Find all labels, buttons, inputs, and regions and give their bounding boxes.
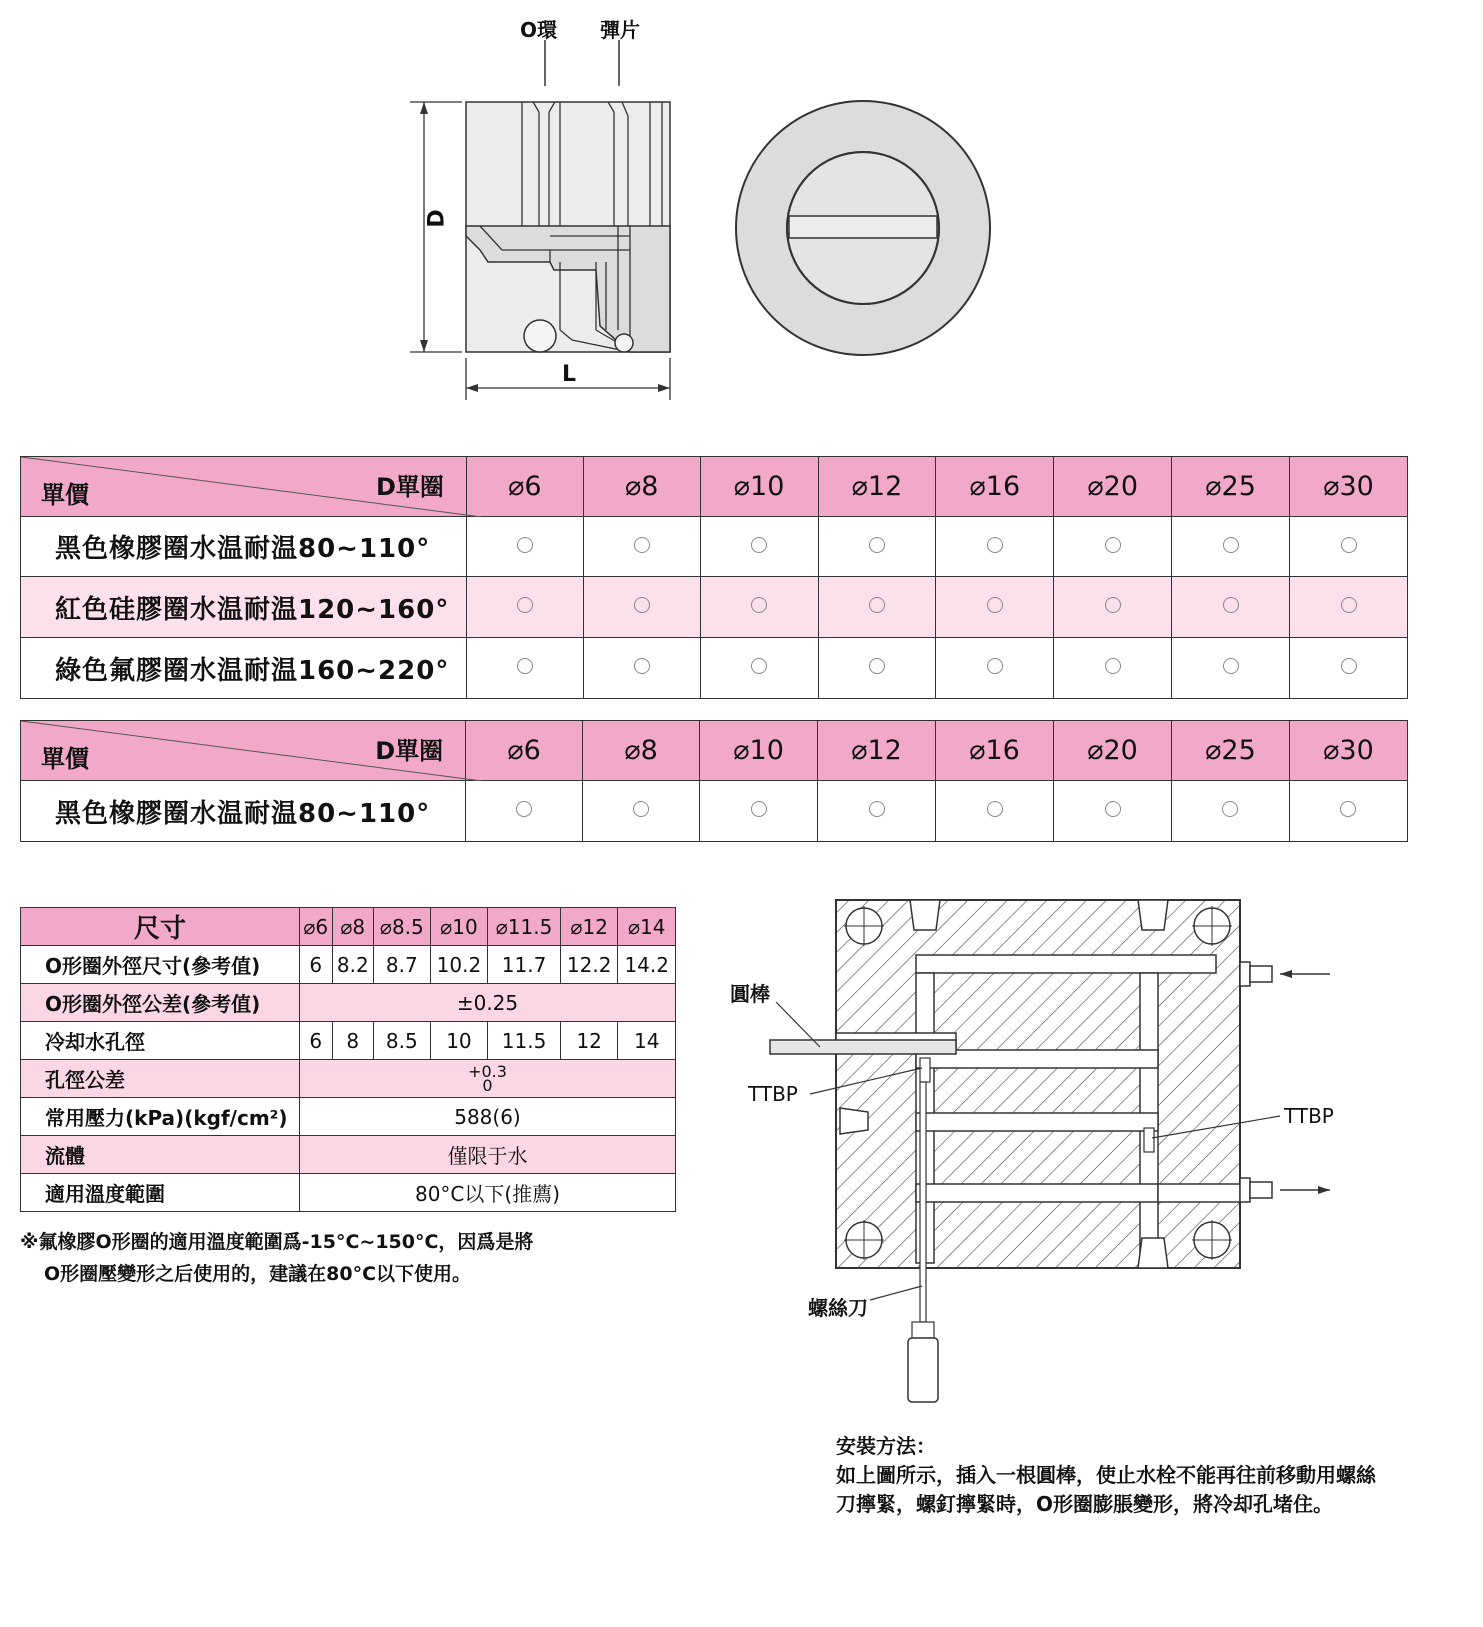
- option-circle: [869, 537, 885, 553]
- table1-row: [21, 638, 1408, 699]
- option-circle: [987, 658, 1003, 674]
- option-circle: [1341, 597, 1357, 613]
- table1-row: [21, 517, 1408, 577]
- spec-header-label: 尺寸: [21, 908, 300, 946]
- table1-size: ⌀12: [818, 457, 936, 517]
- table1-mark-cell[interactable]: [1172, 638, 1290, 699]
- label-oring: O環: [520, 18, 558, 42]
- spec-size: ⌀11.5: [488, 908, 561, 946]
- option-circle: [1341, 537, 1357, 553]
- table1-mark-cell[interactable]: [583, 517, 700, 577]
- table1-mark-cell[interactable]: [1054, 517, 1172, 577]
- table1-corner: [21, 457, 467, 517]
- option-circle: [1223, 537, 1239, 553]
- table2-size: ⌀8: [583, 721, 700, 781]
- option-circle: [869, 597, 885, 613]
- table2-mark-cell[interactable]: [818, 781, 936, 842]
- rod: [770, 1040, 956, 1054]
- table2-row: [21, 781, 1408, 842]
- table1-mark-cell[interactable]: [1290, 517, 1408, 577]
- spec-value: ±0.25: [300, 984, 676, 1022]
- oring-section-circle: [524, 320, 556, 352]
- option-circle: [1223, 597, 1239, 613]
- option-circle: [1105, 537, 1121, 553]
- table2-size: ⌀20: [1054, 721, 1172, 781]
- install-instructions: [836, 1432, 1376, 1519]
- spec-table: [20, 907, 676, 1212]
- note: [20, 1226, 533, 1290]
- spec-row-label: O形圈外徑尺寸(參考值): [21, 946, 300, 984]
- option-circle: [751, 537, 767, 553]
- note-line: O形圈壓變形之后使用的，建議在80°C以下使用。: [44, 1263, 472, 1285]
- table2-row-label: 黑色橡膠圈水温耐温80~110°: [21, 781, 466, 842]
- option-circle: [1105, 801, 1121, 817]
- spec-value: 12: [560, 1022, 618, 1060]
- spec-tolerance: [300, 1060, 676, 1098]
- table1-size: ⌀6: [466, 457, 583, 517]
- spec-size: ⌀6: [300, 908, 333, 946]
- spec-value: 80°C以下(推薦): [300, 1174, 676, 1212]
- label-screwdriver: 螺絲刀: [808, 1296, 868, 1320]
- spring-section-circle: [615, 334, 633, 352]
- table1-mark-cell[interactable]: [936, 577, 1054, 638]
- option-circle: [1105, 658, 1121, 674]
- spec-value: 14: [618, 1022, 676, 1060]
- tolerance-upper: +0.3: [468, 1061, 507, 1081]
- option-circle: [517, 537, 533, 553]
- table1-mark-cell[interactable]: [583, 638, 700, 699]
- table1-mark-cell[interactable]: [1054, 577, 1172, 638]
- table1-mark-cell[interactable]: [1172, 517, 1290, 577]
- dim-l-label: L: [562, 362, 577, 387]
- screw-slot: [789, 216, 937, 238]
- table1-mark-cell[interactable]: [1172, 577, 1290, 638]
- table1-mark-cell[interactable]: [818, 577, 936, 638]
- table2-corner: [21, 721, 466, 781]
- install-line: 如上圖所示，插入一根圓棒，使止水栓不能再往前移動用螺絲: [836, 1463, 1376, 1487]
- table2-corner-right: D單圈: [375, 737, 444, 765]
- table2-mark-cell[interactable]: [1289, 781, 1407, 842]
- price-table-2: [20, 720, 1408, 842]
- table1-size: ⌀8: [583, 457, 700, 517]
- spec-row-label: 適用溫度範圍: [21, 1174, 300, 1212]
- option-circle: [634, 658, 650, 674]
- option-circle: [751, 801, 767, 817]
- mold-diagram-svg: [740, 890, 1360, 1410]
- spec-row-label: O形圈外徑公差(參考值): [21, 984, 300, 1022]
- table1-size: ⌀30: [1290, 457, 1408, 517]
- label-spring: 彈片: [600, 18, 640, 42]
- install-line: 刀擰緊，螺釘擰緊時，O形圈膨脹變形，將冷却孔堵住。: [836, 1492, 1334, 1516]
- option-circle: [517, 597, 533, 613]
- table1-mark-cell[interactable]: [936, 638, 1054, 699]
- table1-size: ⌀25: [1172, 457, 1290, 517]
- spec-value: 10: [430, 1022, 488, 1060]
- option-circle: [869, 658, 885, 674]
- table2-mark-cell[interactable]: [936, 781, 1054, 842]
- option-circle: [869, 801, 885, 817]
- table1-mark-cell[interactable]: [818, 638, 936, 699]
- spec-size: ⌀8.5: [374, 908, 431, 946]
- spec-row-label: 流體: [21, 1136, 300, 1174]
- table1-size: ⌀20: [1054, 457, 1172, 517]
- spec-size: ⌀10: [430, 908, 488, 946]
- spec-value: 14.2: [618, 946, 676, 984]
- table1-row-label: 綠色氟膠圈水温耐温160~220°: [21, 638, 467, 699]
- label-rod: 圓棒: [730, 982, 770, 1006]
- spec-value: 8.2: [332, 946, 373, 984]
- option-circle: [634, 597, 650, 613]
- option-circle: [1222, 801, 1238, 817]
- table2-mark-cell[interactable]: [1171, 781, 1289, 842]
- table2-size: ⌀30: [1289, 721, 1407, 781]
- spec-row-label: 孔徑公差: [21, 1060, 300, 1098]
- label-ttbp-left: TTBP: [748, 1082, 798, 1106]
- option-circle: [1340, 801, 1356, 817]
- table2-corner-left: 單價: [41, 745, 89, 773]
- spec-value: 6: [300, 1022, 333, 1060]
- option-circle: [987, 801, 1003, 817]
- install-title: 安裝方法：: [836, 1434, 936, 1458]
- spec-value: 12.2: [560, 946, 618, 984]
- table1-size: ⌀10: [700, 457, 818, 517]
- mold-diagram: [730, 890, 1360, 1410]
- option-circle: [633, 801, 649, 817]
- option-circle: [1223, 658, 1239, 674]
- table2-size: ⌀10: [700, 721, 818, 781]
- table2-size: ⌀12: [818, 721, 936, 781]
- table1-mark-cell[interactable]: [700, 517, 818, 577]
- table2-mark-cell[interactable]: [1054, 781, 1172, 842]
- table1-mark-cell[interactable]: [700, 638, 818, 699]
- table1-row: [21, 577, 1408, 638]
- table1-mark-cell[interactable]: [700, 577, 818, 638]
- table2-size: ⌀6: [466, 721, 583, 781]
- table1-row-label: 紅色硅膠圈水温耐温120~160°: [21, 577, 467, 638]
- spec-row-label: 冷却水孔徑: [21, 1022, 300, 1060]
- table1-mark-cell[interactable]: [1290, 638, 1408, 699]
- table1-corner-right: D單圈: [375, 473, 444, 501]
- table2-size: ⌀25: [1171, 721, 1289, 781]
- option-circle: [987, 597, 1003, 613]
- table1-corner-left: 單價: [41, 481, 89, 509]
- label-ttbp-right: TTBP: [1284, 1104, 1334, 1128]
- spec-value: 11.5: [488, 1022, 561, 1060]
- table1-mark-cell[interactable]: [818, 517, 936, 577]
- table1-mark-cell[interactable]: [583, 577, 700, 638]
- table1-mark-cell[interactable]: [466, 517, 583, 577]
- spec-value: 11.7: [488, 946, 561, 984]
- table2-mark-cell[interactable]: [583, 781, 700, 842]
- table2-mark-cell[interactable]: [700, 781, 818, 842]
- plug-drawing: [400, 0, 1020, 420]
- note-line: ※氟橡膠O形圈的適用溫度範圍爲-15°C~150°C，因爲是將: [20, 1231, 534, 1253]
- option-circle: [751, 658, 767, 674]
- option-circle: [1341, 658, 1357, 674]
- table1-mark-cell[interactable]: [1054, 638, 1172, 699]
- option-circle: [1105, 597, 1121, 613]
- dim-d-label: D: [424, 209, 450, 228]
- spec-value: 6: [300, 946, 333, 984]
- spec-value: 10.2: [430, 946, 488, 984]
- table1-size: ⌀16: [936, 457, 1054, 517]
- option-circle: [987, 537, 1003, 553]
- spec-size: ⌀14: [618, 908, 676, 946]
- table1-mark-cell[interactable]: [466, 577, 583, 638]
- option-circle: [517, 658, 533, 674]
- table2-mark-cell[interactable]: [466, 781, 583, 842]
- spec-value: 8.7: [374, 946, 431, 984]
- spec-value: 8: [332, 1022, 373, 1060]
- table2-size: ⌀16: [936, 721, 1054, 781]
- table1-mark-cell[interactable]: [936, 517, 1054, 577]
- spec-value: 8.5: [374, 1022, 431, 1060]
- option-circle: [634, 537, 650, 553]
- table1-row-label: 黑色橡膠圈水温耐温80~110°: [21, 517, 467, 577]
- plug-drawing-svg: [400, 0, 1020, 420]
- option-circle: [516, 801, 532, 817]
- table1-mark-cell[interactable]: [1290, 577, 1408, 638]
- spec-size: ⌀12: [560, 908, 618, 946]
- tolerance-lower: 0: [482, 1075, 493, 1095]
- spec-value: 僅限于水: [300, 1136, 676, 1174]
- spec-value: 588(6): [300, 1098, 676, 1136]
- spec-size: ⌀8: [332, 908, 373, 946]
- screwdriver-handle: [908, 1338, 938, 1402]
- table1-mark-cell[interactable]: [466, 638, 583, 699]
- option-circle: [751, 597, 767, 613]
- price-table-1: [20, 456, 1408, 699]
- spec-row-label: 常用壓力(kPa)(kgf/cm²): [21, 1098, 300, 1136]
